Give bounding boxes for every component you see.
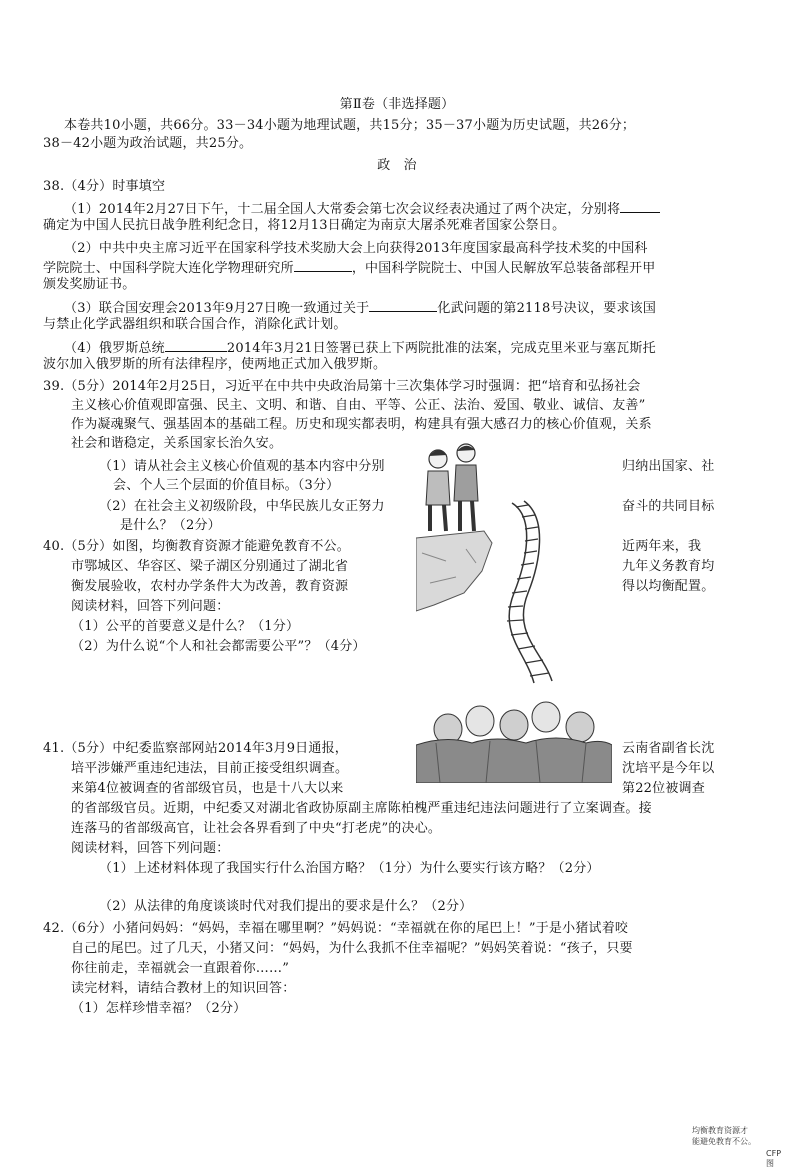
q39-sub-question: （2）在社会主义初级阶段，中华民族儿女正努力 [99,499,385,514]
q38-item [43,258,655,278]
q40-text: 九年义务教育均 [622,559,715,574]
caption-line: 能避免教育不公。 [692,1137,756,1146]
q40-text: 市鄂城区、华容区、梁子湖区分别通过了湖北省 [71,559,349,574]
q38-text: 与禁止化学武器组织和联合国合作，消除化武计划。 [43,317,347,332]
answer-blank[interactable] [294,258,352,272]
q40-text: 40.（5分）如图，均衡教育资源才能避免教育不公。 [43,539,350,554]
q38-text: 颁发奖励证书。 [43,277,136,292]
q41-text: 沈培平是今年以 [622,761,715,776]
q38-text: 化武问题的第2118号决议，要求该国 [437,301,657,316]
q40-text: 得以均衡配置。 [622,579,715,594]
q38-item [64,338,656,358]
q41-sub-question: （1）上述材料体现了我国实行什么治国方略？（1分）为什么要实行该方略？（2分） [99,861,600,876]
q39-text: 作为凝魂聚气、强基固本的基础工程。历史和现实都表明，构建具有强大感召力的核心价值观，关系 [71,417,652,432]
q38-text: 确定为中国人民抗日战争胜利纪念日，将12月13日确定为南京大屠杀死难者国家公祭日。 [43,218,566,233]
q39-text: 主义核心价值观即富强、民主、文明、和谐、自由、平等、公正、法治、爱国、敬业、诚信、友善” [71,398,646,413]
illustration-caption [692,1125,792,1147]
answer-blank[interactable] [620,199,660,213]
q38-item [64,199,660,219]
q40-text: 近两年来，我 [622,539,702,554]
caption-line: 均衡教育资源才 [692,1126,748,1135]
q42-sub-question: （1）怎样珍惜幸福？（2分） [71,1001,247,1016]
q41-text: 培平涉嫌严重违纪违法，目前正接受组织调查。 [71,761,349,776]
q41-text: 连落马的省部级高官，让社会各界看到了中央“打老虎”的决心。 [71,821,442,836]
intro-line: 本卷共10小题，共66分。33－34小题为地理试题，共15分；35－37小题为历史试题，共26分； [64,118,636,133]
answer-blank[interactable] [369,298,437,312]
q42-text: 42.（6分）小猪问妈妈：“妈妈，幸福在哪里啊？”妈妈说：“幸福就在你的尾巴上！”于是小猪试着咬 [43,921,629,936]
q38-text: ，中国科学院院士、中国人民解放军总装备部程开甲 [351,261,656,276]
q41-text: 来第4位被调查的省部级官员，也是十八大以来 [71,781,344,796]
q38-item [64,298,656,318]
q39-sub-question: 归纳出国家、社 [622,459,715,474]
q38-text: （1）2014年2月27日下午，十二届全国人大常委会第七次会议经表决通过了两个决定，分别将 [64,202,621,217]
q38-text: （4）俄罗斯总统 [64,341,165,356]
illustration-drawing [416,443,612,783]
q38-text: 波尔加入俄罗斯的所有法律程序，使两地正式加入俄罗斯。 [43,357,387,372]
q40-text: 衡发展验收，农村办学条件大为改善，教育资源 [71,579,349,594]
q41-text: 第22位被调查 [622,781,705,796]
q38-text: （3）联合国安理会2013年9月27日晚一致通过关于 [64,301,370,316]
answer-blank[interactable] [165,338,227,352]
q39-sub-question: 会、个人三个层面的价值目标。（3分） [113,478,340,493]
q39-sub-question: 奋斗的共同目标 [622,499,715,514]
q40-sub-question: （2）为什么说“个人和社会都需要公平”？（4分） [71,639,366,654]
q41-text: 云南省副省长沈 [622,741,715,756]
q41-text: 的省部级官员。近期，中纪委又对湖北省政协原副主席陈柏槐严重违纪违法问题进行了立案调查。接 [71,801,652,816]
q40-sub-question: （1）公平的首要意义是什么？（1分） [71,619,300,634]
q41-text: 41.（5分）中纪委监察部网站2014年3月9日通报， [43,741,348,756]
q39-sub-question: （1）请从社会主义核心价值观的基本内容中分别 [99,459,385,474]
q38-title: 38.（4分）时事填空 [43,179,166,194]
illustration-credit: CFP图 [766,1149,782,1168]
q38-text: （2）中共中央主席习近平在国家科学技术奖励大会上向获得2013年度国家最高科学技术奖的中国科 [64,241,648,256]
subject-title: 政 治 [377,158,417,173]
q40-text: 阅读材料，回答下列问题： [71,599,230,614]
q39-text: 39.（5分）2014年2月25日，习近平在中共中央政治局第十三次集体学习时强调：把“培育和弘扬社会 [43,379,641,394]
q41-sub-question: （2）从法律的角度谈谈时代对我们提出的要求是什么？（2分） [99,899,473,914]
q39-sub-question: 是什么？（2分） [120,518,221,533]
q41-text: 阅读材料，回答下列问题： [71,841,230,856]
section-title: 第Ⅱ卷（非选择题） [339,97,455,112]
q42-text: 你往前走，幸福就会一直跟着你……” [71,961,290,976]
q42-text: 自己的尾巴。过了几天，小猪又问：“妈妈，为什么我抓不住幸福呢？”妈妈笑着说：“孩子，只要 [71,941,633,956]
q38-text: 2014年3月21日签署已获上下两院批准的法案，完成克里米亚与塞瓦斯托 [226,341,656,356]
intro-line: 38－42小题为政治试题，共25分。 [43,136,253,151]
q42-text: 读完材料，请结合教材上的知识回答： [71,981,296,996]
q38-text: 学院院士、中国科学院大连化学物理研究所 [43,261,294,276]
q39-text: 社会和谐稳定，关系国家长治久安。 [71,436,283,451]
